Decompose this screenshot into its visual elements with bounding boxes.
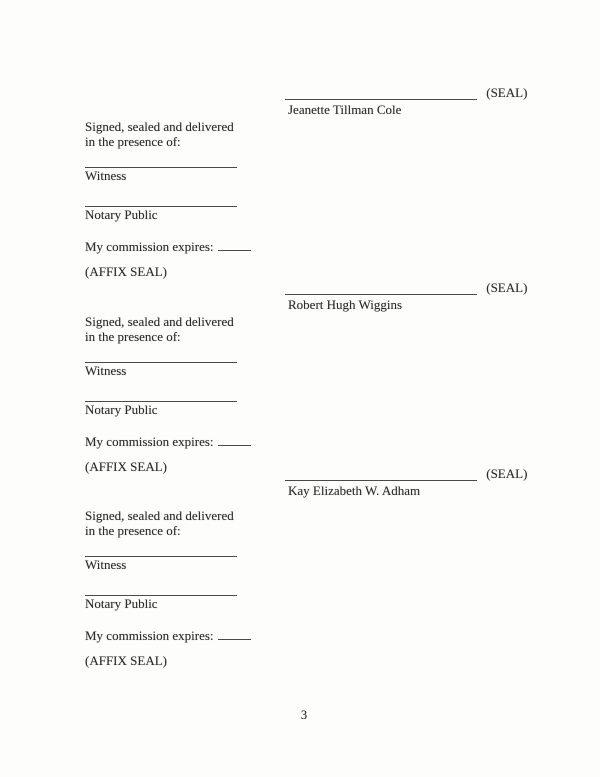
seal-label: (SEAL) — [486, 280, 528, 295]
signature-line — [285, 467, 477, 481]
presence-line2: in the presence of: — [85, 133, 181, 149]
commission-blank-line — [218, 434, 251, 446]
witness-notary-column — [85, 315, 245, 474]
witness-notary-column — [85, 509, 245, 668]
affix-seal-label: (AFFIX SEAL) — [85, 653, 167, 668]
commission-blank-line — [218, 239, 251, 251]
signature-line — [285, 281, 477, 295]
affix-seal-label: (AFFIX SEAL) — [85, 264, 167, 279]
witness-notary-column — [85, 120, 245, 279]
presence-text — [85, 509, 245, 538]
commission-row — [85, 628, 245, 643]
commission-row — [85, 434, 245, 449]
witness-label: Witness — [85, 168, 127, 183]
signature-seal-row — [285, 84, 527, 100]
commission-label: My commission expires: — [85, 239, 214, 254]
signer-name: Jeanette Tillman Cole — [288, 102, 402, 117]
affix-seal-label: (AFFIX SEAL) — [85, 459, 167, 474]
commission-label: My commission expires: — [85, 434, 214, 449]
presence-line1: Signed, sealed and delivered — [85, 119, 234, 134]
signature-seal-row — [285, 465, 527, 481]
signer-name: Kay Elizabeth W. Adham — [288, 483, 421, 498]
presence-line2: in the presence of: — [85, 328, 181, 344]
presence-line2: in the presence of: — [85, 522, 181, 538]
commission-label: My commission expires: — [85, 628, 214, 643]
signature-line — [285, 86, 477, 100]
signature-block-3 — [0, 465, 600, 668]
signature-block-2 — [0, 279, 600, 475]
presence-text — [85, 315, 245, 344]
page-number: 3 — [300, 708, 308, 722]
presence-line1: Signed, sealed and delivered — [85, 314, 234, 329]
notary-label: Notary Public — [85, 596, 158, 611]
notary-label: Notary Public — [85, 402, 158, 417]
signer-name: Robert Hugh Wiggins — [288, 297, 403, 312]
presence-text — [85, 120, 245, 149]
commission-blank-line — [218, 628, 251, 640]
commission-row — [85, 239, 245, 254]
notary-label: Notary Public — [85, 207, 158, 222]
presence-line1: Signed, sealed and delivered — [85, 508, 234, 523]
signature-seal-row — [285, 279, 527, 295]
seal-label: (SEAL) — [486, 85, 528, 100]
signature-block-1 — [0, 84, 600, 280]
witness-label: Witness — [85, 557, 127, 572]
seal-label: (SEAL) — [486, 466, 528, 481]
witness-label: Witness — [85, 363, 127, 378]
